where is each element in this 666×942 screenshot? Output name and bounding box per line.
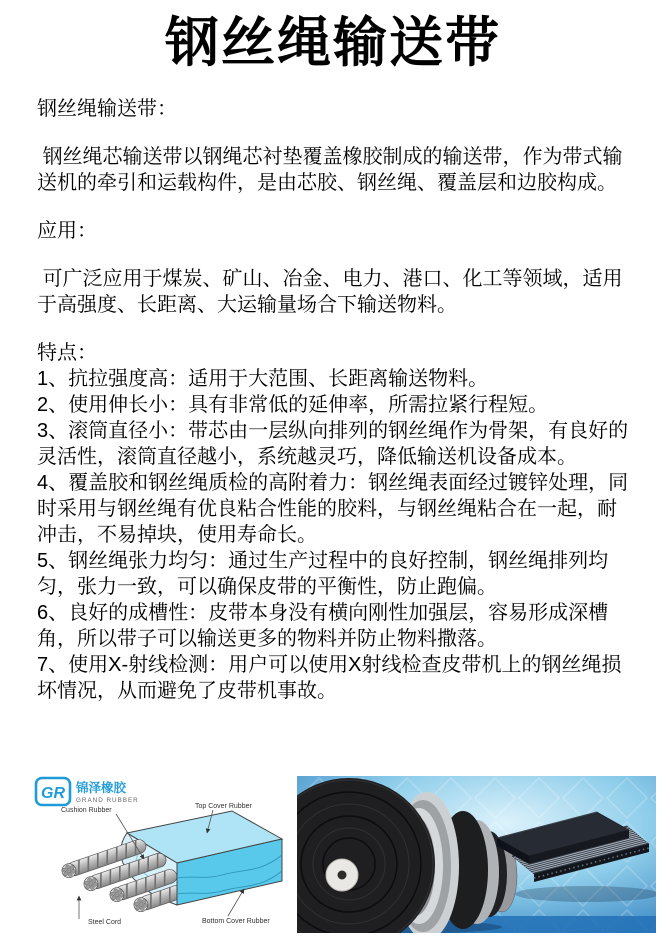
application-paragraph: 可广泛应用于煤炭、矿山、冶金、电力、港口、化工等领域，适用于高强度、长距离、大运输量场合下输送物料。 bbox=[37, 268, 623, 317]
features-label: 特点： bbox=[37, 342, 97, 365]
features-list bbox=[37, 366, 632, 704]
feature-item: 2、使用伸长小：具有非常低的延伸率，所需拉紧行程短。 bbox=[37, 394, 549, 417]
cushion-rubber-label: Cushion Rubber bbox=[61, 807, 112, 814]
feature-item: 7、使用X-射线检测：用户可以使用X射线检查皮带机上的钢丝绳损坏情况，从而避免了皮带机事故。 bbox=[37, 654, 622, 703]
logo-name-en: GRAND RUBBER bbox=[76, 797, 139, 804]
intro-paragraph: 钢丝绳芯输送带以钢绳芯衬垫覆盖橡胶制成的输送带，作为带式输送机的牵引和运载构件，是由芯胶、钢丝绳、覆盖层和边胶构成。 bbox=[37, 146, 623, 195]
intro-label: 钢丝绳输送带： bbox=[37, 98, 177, 121]
grand-rubber-logo bbox=[36, 778, 139, 805]
logo-monogram: GR bbox=[41, 785, 65, 802]
bottom-cover-rubber-label: Bottom Cover Rubber bbox=[202, 918, 270, 925]
application-label: 应用： bbox=[37, 220, 97, 243]
feature-item: 4、覆盖胶和钢丝绳质检的高附着力：钢丝绳表面经过镀锌处理，同时采用与钢丝绳有优良粘合性能的胶料，与钢丝绳粘合在一起，耐冲击，不易掉块，使用寿命长。 bbox=[37, 472, 629, 547]
belt-structure-diagram bbox=[32, 775, 290, 935]
top-cover-rubber-label: Top Cover Rubber bbox=[195, 803, 252, 810]
feature-item: 6、良好的成槽性：皮带本身没有横向刚性加强层，容易形成深槽角，所以带子可以输送更多的物料并防止物料撒落。 bbox=[37, 602, 609, 651]
product-photo bbox=[297, 776, 656, 933]
article-body bbox=[0, 96, 666, 704]
belt-block-illustration bbox=[60, 811, 282, 914]
feature-item: 3、滚筒直径小：带芯由一层纵向排列的钢丝绳作为骨架，有良好的灵活性，滚筒直径越小，系统越灵巧，降低输送机设备成本。 bbox=[37, 420, 629, 469]
logo-name-cn: 锦泽橡胶 bbox=[76, 781, 127, 795]
feature-item: 5、钢丝绳张力均匀：通过生产过程中的良好控制，钢丝绳排列均匀，张力一致，可以确保皮带的平衡性，防止跑偏。 bbox=[37, 550, 609, 599]
page-title: 钢丝绳输送带 bbox=[165, 13, 501, 73]
images-row bbox=[0, 774, 666, 938]
feature-item: 1、抗拉强度高：适用于大范围、长距离输送物料。 bbox=[37, 368, 489, 391]
steel-cord-label: Steel Cord bbox=[88, 919, 122, 926]
